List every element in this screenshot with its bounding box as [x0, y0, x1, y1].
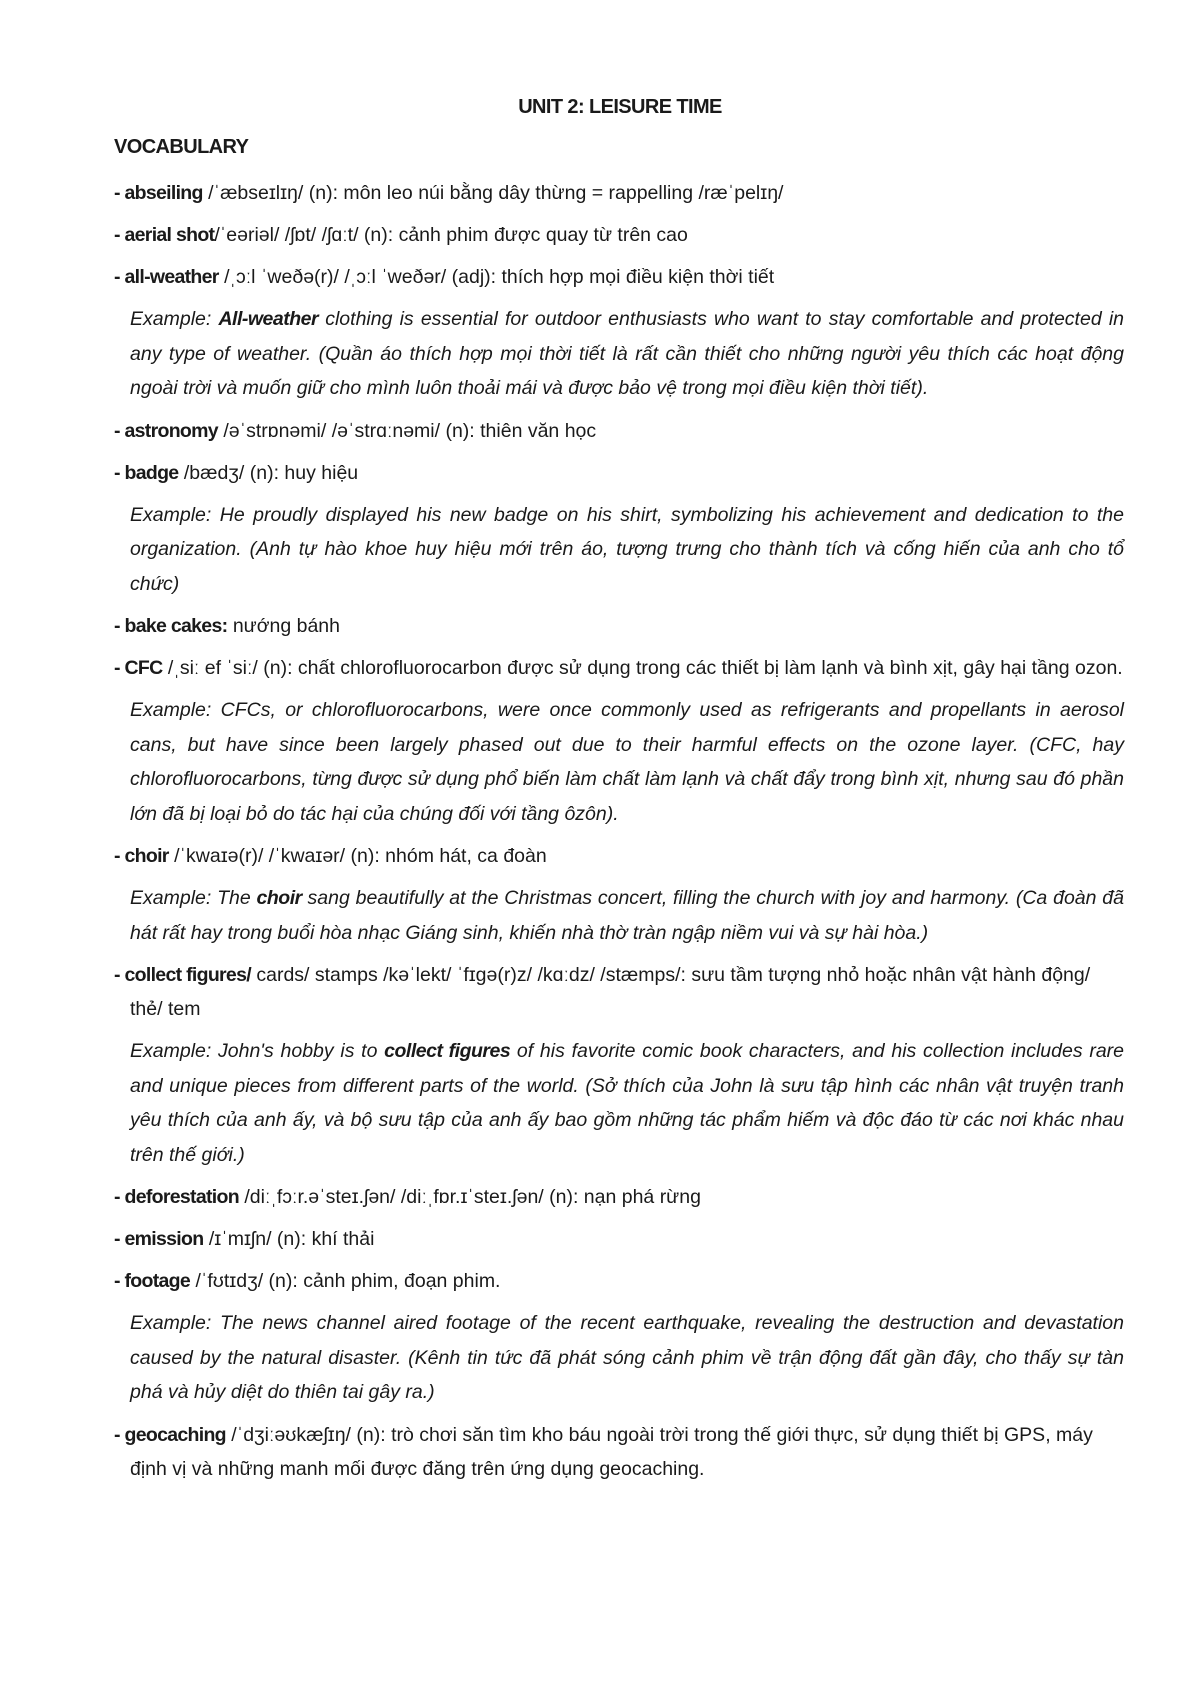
- vocab-entry: [114, 414, 1124, 448]
- example-text: of his favorite comic book characters, and his collection includes rare and unique pieces from different parts of the world. (Sở thích của John là sưu tập hình các nhân vật truyện tranh yêu thích của anh ấy, và bộ sưu tập của anh ấy bao gồm những tác phẩm hiếm và độc đáo từ các nơi khác nhau trên thế giới.): [130, 1040, 1124, 1166]
- vocab-definition: nướng bánh: [227, 615, 340, 637]
- example-text: Example: The news channel aired footage of the recent earthquake, revealing the destruction and devastation caused by the natural disaster. (Kênh tin tức đã phát sóng cảnh phim về trận động đất gần đây, cho thấy sự tàn phá và hủy diệt do thiên tai gây ra.): [130, 1312, 1124, 1403]
- vocab-term: - footage: [114, 1270, 191, 1292]
- example-highlight: choir: [256, 887, 302, 909]
- vocabulary-list: [114, 176, 1124, 1494]
- example-highlight: collect figures: [384, 1040, 511, 1062]
- vocab-term: - collect figures/: [114, 964, 251, 986]
- vocab-term: - abseiling: [114, 182, 203, 204]
- vocab-entry: [114, 1418, 1124, 1486]
- vocab-definition: /ɪˈmɪʃn/ (n): khí thải: [203, 1228, 375, 1250]
- vocab-definition: /əˈstrɒnəmi/ /əˈstrɑːnəmi/ (n): thiên văn học: [217, 419, 597, 442]
- vocab-term: - geocaching: [114, 1423, 226, 1446]
- vocab-entry: [114, 218, 1124, 252]
- vocab-entry: [114, 609, 1124, 643]
- example-text: sang beautifully at the Christmas concert, filling the church with joy and harmony. (Ca đoàn đã hát rất hay trong buổi hòa nhạc Giáng sinh, khiến nhà thờ tràn ngập niềm vui và sự hài hòa.): [130, 887, 1124, 944]
- example-text: Example:: [130, 308, 219, 330]
- vocab-entry: [114, 456, 1124, 490]
- vocab-entry: [114, 260, 1124, 294]
- example-text: Example: The: [130, 887, 257, 909]
- vocab-definition: /ˈeəriəl/ /ʃɒt/ /ʃɑːt/ (n): cảnh phim được quay từ trên cao: [214, 224, 688, 246]
- example-text: Example: John's hobby is to: [130, 1040, 385, 1062]
- vocab-example: [130, 881, 1124, 950]
- vocab-example: [130, 302, 1124, 406]
- example-text: clothing is essential for outdoor enthusiasts who want to stay comfortable and protected in any type of weather. (Quần áo thích hợp mọi thời tiết là rất cần thiết cho những người yêu thích các hoạt động ngoài trời và muốn giữ cho mình luôn thoải mái và được bảo vệ trong mọi điều kiện thời tiết).: [130, 308, 1124, 399]
- example-text: Example: He proudly displayed his new badge on his shirt, symbolizing his achievement and dedication to the organization. (Anh tự hào khoe huy hiệu mới trên áo, tượng trưng cho thành tích và cống hiến của anh cho tổ chức): [130, 503, 1124, 595]
- vocab-example: [130, 1034, 1124, 1172]
- vocab-example: [130, 498, 1124, 602]
- vocab-term: - emission: [114, 1228, 204, 1250]
- vocab-term: - astronomy: [114, 419, 218, 442]
- vocab-term: - all-weather: [114, 266, 219, 288]
- vocab-entry: [114, 1264, 1124, 1298]
- example-highlight: All-weather: [218, 308, 319, 330]
- vocab-entry: [114, 1222, 1124, 1256]
- vocab-definition: /ˈkwaɪə(r)/ /ˈkwaɪər/ (n): nhóm hát, ca đoàn: [168, 845, 547, 867]
- example-text: Example: CFCs, or chlorofluorocarbons, were once commonly used as refrigerants and propellants in aerosol cans, but have since been largely phased out due to their harmful effects on the ozone layer. (CFC, hay chlorofluorocarbons, từng được sử dụng phổ biến làm chất làm lạnh và chất đẩy trong bình xịt, nhưng sau đó phần lớn đã bị loại bỏ do tác hại của chúng đối với tầng ôzôn).: [130, 699, 1124, 825]
- vocab-definition: /ˌɔːl ˈweðə(r)/ /ˌɔːl ˈweðər/ (adj): thích hợp mọi điều kiện thời tiết: [218, 266, 775, 288]
- vocab-entry: [114, 1180, 1124, 1214]
- vocab-definition: /bædʒ/ (n): huy hiệu: [178, 461, 359, 484]
- vocab-entry: [114, 176, 1124, 210]
- document-title: UNIT 2: LEISURE TIME: [518, 96, 722, 118]
- vocab-term: - CFC: [114, 657, 163, 679]
- vocab-term: - choir: [114, 845, 169, 867]
- vocab-definition: /ˈfʊtɪdʒ/ (n): cảnh phim, đoạn phim.: [190, 1270, 501, 1292]
- vocab-example: [130, 1306, 1124, 1410]
- vocab-term: - bake cakes:: [114, 615, 228, 637]
- vocab-term: - deforestation: [114, 1186, 239, 1208]
- vocab-entry: [114, 651, 1124, 685]
- section-heading: VOCABULARY: [114, 136, 249, 158]
- vocab-entry: [114, 839, 1124, 873]
- vocab-definition: cards/ stamps /kəˈlekt/ ˈfɪɡə(r)z/ /kɑːdz/ /stæmps/: sưu tầm tượng nhỏ hoặc nhân vật hành động/ thẻ/ tem: [130, 964, 1091, 1020]
- vocab-definition: /ˌsiː ef ˈsiː/ (n): chất chlorofluorocarbon được sử dụng trong các thiết bị làm lạnh và bình xịt, gây hại tầng ozon.: [162, 657, 1123, 679]
- vocab-term: - badge: [114, 461, 179, 484]
- vocab-entry: [114, 958, 1124, 1026]
- vocab-definition: /diːˌfɔːr.əˈsteɪ.ʃən/ /diːˌfɒr.ɪˈsteɪ.ʃən/ (n): nạn phá rừng: [238, 1186, 701, 1208]
- vocab-definition: /ˈæbseɪlɪŋ/ (n): môn leo núi bằng dây thừng = rappelling /ræˈpelɪŋ/: [202, 182, 784, 204]
- vocab-term: - aerial shot: [114, 224, 215, 246]
- vocab-example: [130, 693, 1124, 831]
- vocab-definition: /ˈdʒiːəʊkæʃɪŋ/ (n): trò chơi săn tìm kho báu ngoài trời trong thế giới thực, sử dụng thiết bị GPS, máy định vị và những manh mối được đăng trên ứng dụng geocaching.: [130, 1423, 1093, 1480]
